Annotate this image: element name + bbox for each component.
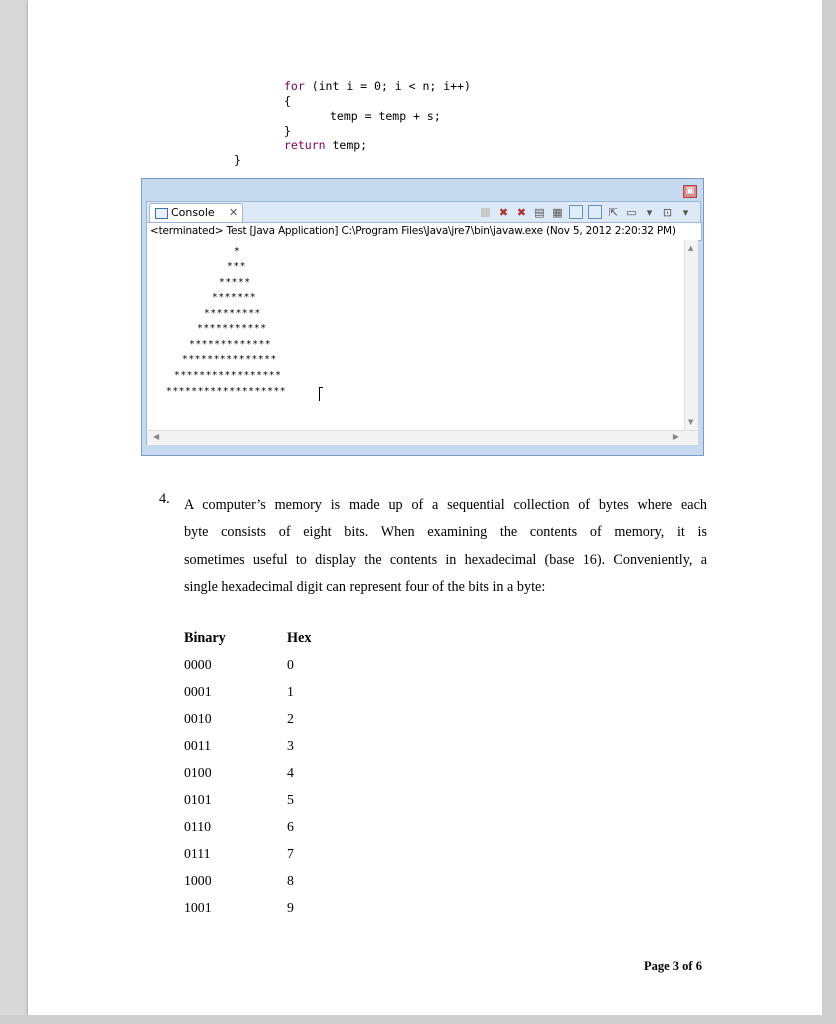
terminate-icon[interactable] [481,208,490,217]
display-console-icon[interactable]: ▭ [626,205,637,219]
show-on-error-icon[interactable] [588,205,602,219]
output-line: ********* [204,308,261,319]
output-line: * [234,246,241,257]
output-line: *************** [182,354,277,365]
table-cell-hex: 8 [287,873,294,888]
table-cell-hex: 1 [287,684,294,699]
output-line: ************* [189,339,272,350]
table-cell-binary: 0011 [184,738,212,753]
table-cell-binary: 1000 [184,873,212,888]
scroll-left-icon[interactable]: ◀ [153,432,160,441]
scroll-right-icon[interactable]: ▶ [672,432,679,441]
table-header-binary: Binary [184,630,226,646]
maximize-icon[interactable]: ▣ [683,185,697,198]
code-for-rest: (int i = 0; i < n; i++) [304,79,471,93]
code-line-method-close: } [234,153,241,167]
text-cursor [319,387,320,401]
question-line: byte consists of eight bits. When examining the contents of memory, it is [184,524,707,541]
table-cell-binary: 1001 [184,900,212,915]
pin-console-icon[interactable]: ⇱ [608,205,619,219]
console-toolbar [479,205,692,219]
scroll-lock-icon[interactable]: ▦ [552,205,563,219]
table-cell-binary: 0100 [184,765,212,780]
code-line-return [284,138,367,152]
table-cell-binary: 0010 [184,711,212,726]
table-cell-binary: 0000 [184,657,212,672]
remove-launch-icon[interactable]: ✖ [498,205,509,219]
table-cell-hex: 7 [287,846,294,861]
question-line: A computer’s memory is made up of a sequential collection of bytes where each [184,497,707,513]
text-cursor-cap [319,387,323,388]
clear-console-icon[interactable]: ▤ [534,205,545,219]
console-tab-row [146,201,701,222]
code-line-for [284,79,471,93]
remove-all-icon[interactable]: ✖ [516,205,527,219]
question-line: single hexadecimal digit can represent four of the bits in a byte: [184,578,546,595]
table-cell-binary: 0111 [184,846,211,861]
table-cell-hex: 4 [287,765,294,780]
code-line-open-brace: { [284,94,291,108]
output-line: *********** [197,323,267,334]
viewer-gutter [822,0,836,1024]
keyword-for: for [284,79,305,93]
open-console-dropdown-icon[interactable]: ▾ [682,205,689,219]
table-cell-hex: 2 [287,711,294,726]
keyword-return: return [284,138,326,152]
code-return-rest: temp; [325,138,368,152]
display-console-dropdown-icon[interactable]: ▾ [646,205,653,219]
tab-console-label: Console [171,206,215,219]
table-cell-hex: 3 [287,738,294,753]
table-cell-hex: 5 [287,792,294,807]
output-line: ******* [212,292,257,303]
show-on-output-icon[interactable] [569,205,583,219]
horizontal-scrollbar[interactable] [146,430,698,445]
table-header-hex: Hex [287,630,312,646]
table-cell-binary: 0110 [184,819,212,834]
output-line: ***************** [174,370,282,381]
console-titlebar [142,179,703,201]
question-line: sometimes useful to display the contents in hexadecimal (base 16). Conveniently, a [184,551,707,568]
page-number: Page 3 of 6 [644,959,702,973]
vertical-scrollbar[interactable] [684,240,698,430]
code-line-assignment: temp = temp + s; [330,109,441,123]
table-cell-binary: 0101 [184,792,212,807]
output-line: ******************* [166,386,287,397]
console-icon [155,208,168,219]
table-cell-hex: 6 [287,819,294,834]
scroll-up-icon[interactable]: ▲ [688,244,694,252]
question-number: 4. [159,491,170,507]
viewer-bottom-gutter [0,1015,836,1024]
console-status-line: <terminated> Test [Java Application] C:\Program Files\Java\jre7\bin\javaw.exe (Nov 5, 2012 2:20:32 PM) [146,222,702,241]
code-line-close-brace: } [284,124,291,138]
table-cell-hex: 0 [287,657,294,672]
output-line: *** [227,261,246,272]
table-cell-hex: 9 [287,900,294,915]
table-cell-binary: 0001 [184,684,212,699]
tab-console[interactable] [149,203,243,222]
open-console-icon[interactable]: ⊡ [662,205,673,219]
close-icon[interactable]: ✕ [229,206,239,219]
question-text [184,492,707,601]
output-line: ***** [219,277,251,288]
scroll-down-icon[interactable]: ▼ [688,418,694,426]
